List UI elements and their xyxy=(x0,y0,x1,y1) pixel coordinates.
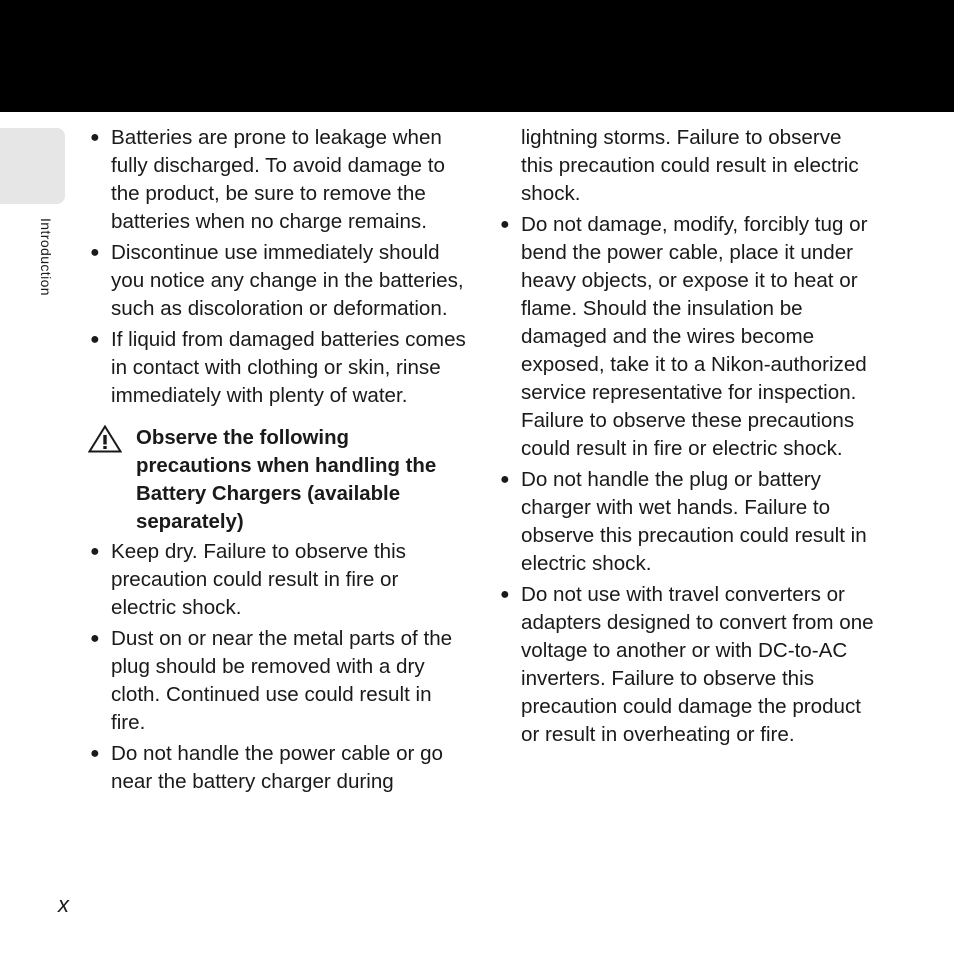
warning-heading xyxy=(88,424,466,536)
list-item: ● Do not handle the power cable or go near the battery charger during xyxy=(90,742,444,793)
continued-text: lightning storms. Failure to observe this precaution could result in electric shock. xyxy=(521,126,859,205)
right-column xyxy=(498,124,876,752)
charger-precautions-list xyxy=(88,538,466,796)
bullet-icon: ● xyxy=(90,331,100,348)
list-item: ● Do not handle the plug or battery charger with wet hands. Failure to observe this precaution could result in electric shock. xyxy=(500,468,867,575)
bullet-icon: ● xyxy=(90,543,100,560)
bullet-icon: ● xyxy=(90,630,100,647)
bullet-icon: ● xyxy=(500,586,510,603)
list-item: ● Batteries are prone to leakage when fully discharged. To avoid damage to the product, be sure to remove the batteries when no charge remains. xyxy=(90,126,445,233)
bullet-icon: ● xyxy=(500,471,510,488)
list-item: ● If liquid from damaged batteries comes in contact with clothing or skin, rinse immediately with plenty of water. xyxy=(90,328,466,407)
charger-precautions-list-continued xyxy=(498,211,876,749)
warning-heading-text: Observe the following precautions when handling the Battery Chargers (available separately) xyxy=(136,427,437,533)
left-column xyxy=(88,124,466,799)
bullet-icon: ● xyxy=(90,244,100,261)
list-item: ● Keep dry. Failure to observe this precaution could result in fire or electric shock. xyxy=(90,540,406,619)
bullet-icon: ● xyxy=(500,216,510,233)
bullet-icon: ● xyxy=(90,129,100,146)
bullet-icon: ● xyxy=(90,745,100,762)
section-tab xyxy=(0,128,65,204)
list-item: ● Discontinue use immediately should you notice any change in the batteries, such as discoloration or deformation. xyxy=(90,241,464,320)
header-bar xyxy=(0,0,954,112)
list-item: ● Do not use with travel converters or adapters designed to convert from one voltage to another or with DC-to-AC inverters. Failure to observe this precaution could damage the product or result in overheating or fire. xyxy=(500,583,874,746)
page-number: x xyxy=(58,892,69,917)
list-item: ● Dust on or near the metal parts of the plug should be removed with a dry cloth. Continued use could result in fire. xyxy=(90,627,453,734)
list-item: ● Do not damage, modify, forcibly tug or bend the power cable, place it under heavy objects, or expose it to heat or flame. Should the insulation be damaged and the wires become exposed, take it to a Nikon-authorized service representative for inspection. Failure to observe these precautions could result in fire or electric shock. xyxy=(500,213,868,460)
battery-precautions-list xyxy=(88,124,466,410)
warning-triangle-icon xyxy=(88,425,122,453)
section-label: Introduction xyxy=(38,218,54,296)
